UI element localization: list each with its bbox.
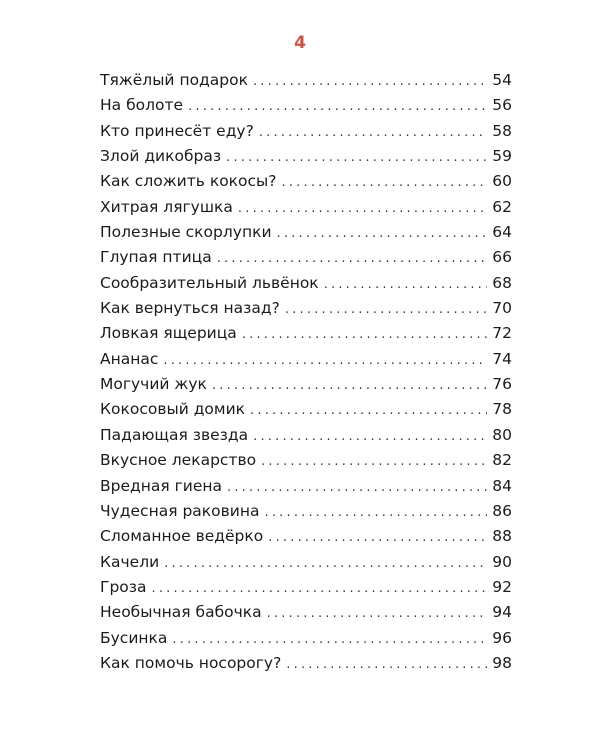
toc-entry-page: 58 <box>492 121 512 140</box>
toc-entry <box>100 524 512 549</box>
toc-entry-page: 82 <box>492 451 512 470</box>
dot-leader <box>242 322 487 347</box>
dot-leader <box>277 221 487 246</box>
toc-entry-title: Могучий жук <box>100 375 207 394</box>
dot-leader <box>238 196 487 221</box>
dot-leader <box>217 246 487 271</box>
toc-entry-title: Злой дикобраз <box>100 147 222 166</box>
toc-entry-title: Кто принесёт еду? <box>100 121 254 140</box>
toc-entry-page: 84 <box>492 476 512 495</box>
toc-entry-page: 96 <box>492 628 512 647</box>
toc-entry-title: Ловкая ящерица <box>100 324 237 343</box>
toc-entry-page: 88 <box>492 527 512 546</box>
dot-leader <box>286 652 487 677</box>
toc-entry-title: Вредная гиена <box>100 476 222 495</box>
toc-entry-page: 74 <box>492 349 512 368</box>
toc-entry-title: Как сложить кокосы? <box>100 172 277 191</box>
toc-entry-page: 72 <box>492 324 512 343</box>
toc-entry-title: Сломанное ведёрко <box>100 527 264 546</box>
toc-entry <box>100 119 512 144</box>
toc-entry <box>100 550 512 575</box>
dot-leader <box>226 145 487 170</box>
toc-entry-title: Вкусное лекарство <box>100 451 257 470</box>
toc-entry-title: Полезные скорлупки <box>100 223 272 242</box>
toc-entry <box>100 296 512 321</box>
toc-entry-page: 86 <box>492 501 512 520</box>
toc-entry <box>100 195 512 220</box>
toc-entry <box>100 397 512 422</box>
dot-leader <box>285 297 487 322</box>
dot-leader <box>227 475 487 500</box>
toc-entry-title: Глупая птица <box>100 248 212 267</box>
toc-entry-page: 62 <box>492 197 512 216</box>
toc-entry-title: Падающая звезда <box>100 425 249 444</box>
page-number: 4 <box>294 33 306 53</box>
toc-entry-title: Качели <box>100 552 160 571</box>
toc-entry-title: Сообразительный львёнок <box>100 273 319 292</box>
dot-leader <box>267 601 487 626</box>
dot-leader <box>268 525 487 550</box>
dot-leader <box>259 120 487 145</box>
toc-entry-page: 56 <box>492 96 512 115</box>
dot-leader <box>253 424 487 449</box>
toc-entry-page: 90 <box>492 552 512 571</box>
toc-entry <box>100 575 512 600</box>
toc-entry-title: Необычная бабочка <box>100 603 262 622</box>
toc-entry-title: Тяжёлый подарок <box>100 71 248 89</box>
toc-entry-page: 98 <box>492 653 512 672</box>
toc-entry <box>100 93 512 118</box>
toc-entry-page: 68 <box>492 273 512 292</box>
toc-entry-page: 70 <box>492 299 512 318</box>
dot-leader <box>188 94 487 119</box>
table-of-contents <box>100 68 512 676</box>
toc-entry-title: Ананас <box>100 349 159 368</box>
dot-leader <box>253 69 487 94</box>
toc-entry-title: На болоте <box>100 96 184 115</box>
toc-entry-page: 54 <box>492 71 512 89</box>
dot-leader <box>164 551 487 576</box>
dot-leader <box>152 576 487 601</box>
toc-entry-title: Как помочь носорогу? <box>100 653 282 672</box>
toc-entry-page: 80 <box>492 425 512 444</box>
dot-leader <box>163 348 487 373</box>
toc-entry-page: 94 <box>492 603 512 622</box>
toc-entry <box>100 474 512 499</box>
toc-entry-title: Хитрая лягушка <box>100 197 233 216</box>
toc-entry <box>100 448 512 473</box>
toc-entry-page: 76 <box>492 375 512 394</box>
toc-entry-page: 66 <box>492 248 512 267</box>
toc-entry-page: 59 <box>492 147 512 166</box>
toc-entry <box>100 144 512 169</box>
toc-entry <box>100 626 512 651</box>
toc-entry-title: Гроза <box>100 577 147 596</box>
dot-leader <box>261 449 487 474</box>
toc-entry-page: 78 <box>492 400 512 419</box>
toc-entry-page: 60 <box>492 172 512 191</box>
toc-entry <box>100 423 512 448</box>
dot-leader <box>250 398 487 423</box>
dot-leader <box>264 500 487 525</box>
toc-entry <box>100 321 512 346</box>
toc-entry-page: 64 <box>492 223 512 242</box>
toc-entry <box>100 271 512 296</box>
toc-entry <box>100 651 512 676</box>
toc-entry <box>100 245 512 270</box>
dot-leader <box>282 170 487 195</box>
toc-entry <box>100 600 512 625</box>
toc-entry <box>100 372 512 397</box>
toc-entry <box>100 347 512 372</box>
toc-entry <box>100 68 512 93</box>
toc-entry-title: Бусинка <box>100 628 168 647</box>
toc-entry-page: 92 <box>492 577 512 596</box>
toc-entry <box>100 169 512 194</box>
toc-entry-title: Как вернуться назад? <box>100 299 280 318</box>
toc-entry <box>100 220 512 245</box>
dot-leader <box>212 373 487 398</box>
toc-entry-title: Кокосовый домик <box>100 400 246 419</box>
toc-entry <box>100 499 512 524</box>
dot-leader <box>172 627 487 652</box>
dot-leader <box>324 272 487 297</box>
toc-entry-title: Чудесная раковина <box>100 501 260 520</box>
